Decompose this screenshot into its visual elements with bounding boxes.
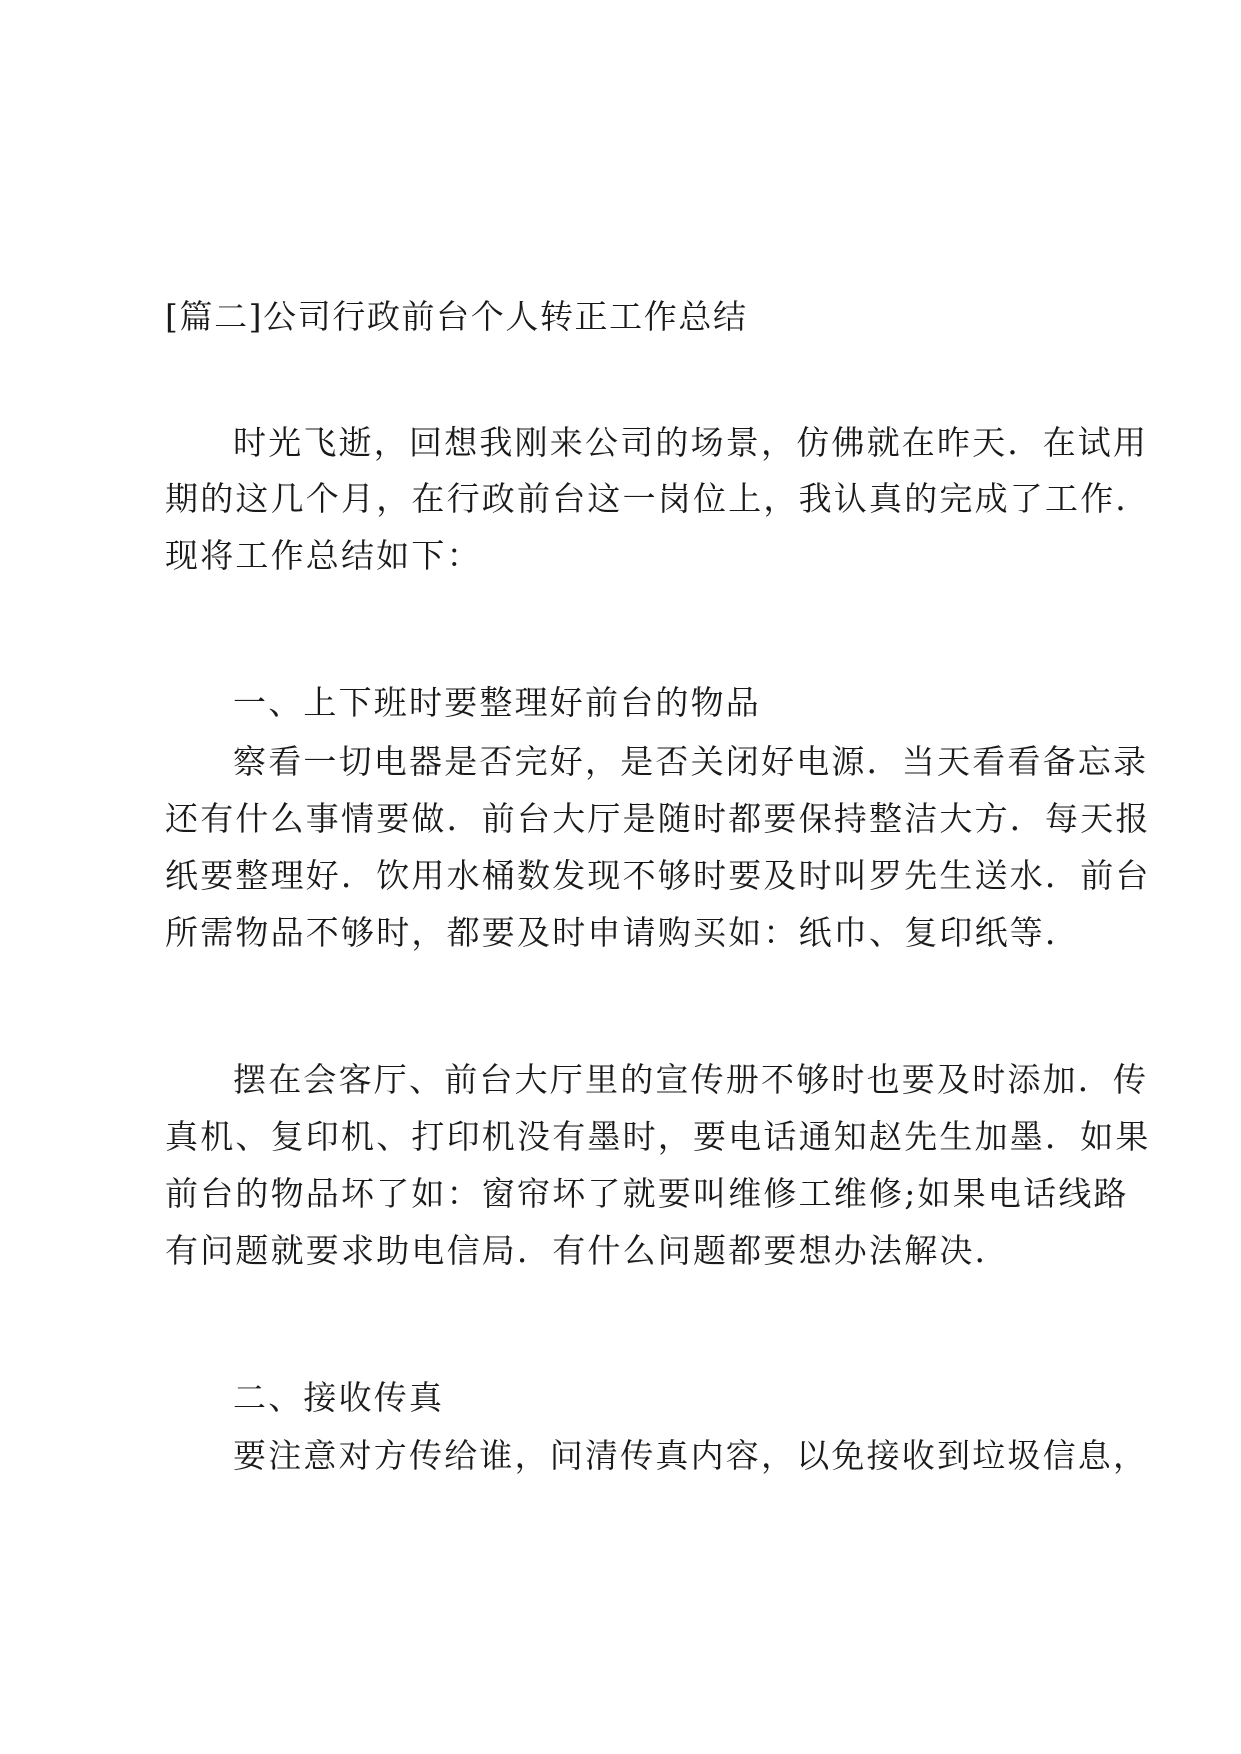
section1-para1-line-2: 还有什么事情要做．前台大厅是随时都要保持整洁大方．每天报 — [165, 799, 1151, 838]
section1-para2-line-2: 真机、复印机、打印机没有墨时，要电话通知赵先生加墨．如果 — [165, 1117, 1151, 1156]
section1-para1-line-4: 所需物品不够时，都要及时申请购买如：纸巾、复印纸等． — [165, 913, 1081, 952]
section1-para2-line-3: 前台的物品坏了如：窗帘坏了就要叫维修工维修;如果电话线路 — [165, 1174, 1129, 1213]
section1-para1-line-1: 察看一切电器是否完好，是否关闭好电源．当天看看备忘录 — [233, 742, 1149, 781]
document-title: [篇二]公司行政前台个人转正工作总结 — [165, 297, 748, 336]
intro-line-2: 期的这几个月，在行政前台这一岗位上，我认真的完成了工作． — [165, 479, 1151, 518]
section1-para1-line-3: 纸要整理好．饮用水桶数发现不够时要及时叫罗先生送水．前台 — [165, 856, 1151, 895]
intro-line-1: 时光飞逝，回想我刚来公司的场景，仿佛就在昨天．在试用 — [233, 423, 1149, 462]
section2-para1-line-1: 要注意对方传给谁，问清传真内容，以免接收到垃圾信息， — [233, 1436, 1149, 1475]
section1-para2-line-4: 有问题就要求助电信局．有什么问题都要想办法解决． — [165, 1231, 1010, 1270]
section1-para2-line-1: 摆在会客厅、前台大厅里的宣传册不够时也要及时添加．传 — [233, 1060, 1149, 1099]
intro-line-3: 现将工作总结如下： — [165, 536, 482, 575]
section2-heading: 二、接收传真 — [233, 1378, 445, 1417]
section1-heading: 一、上下班时要整理好前台的物品 — [233, 683, 761, 722]
